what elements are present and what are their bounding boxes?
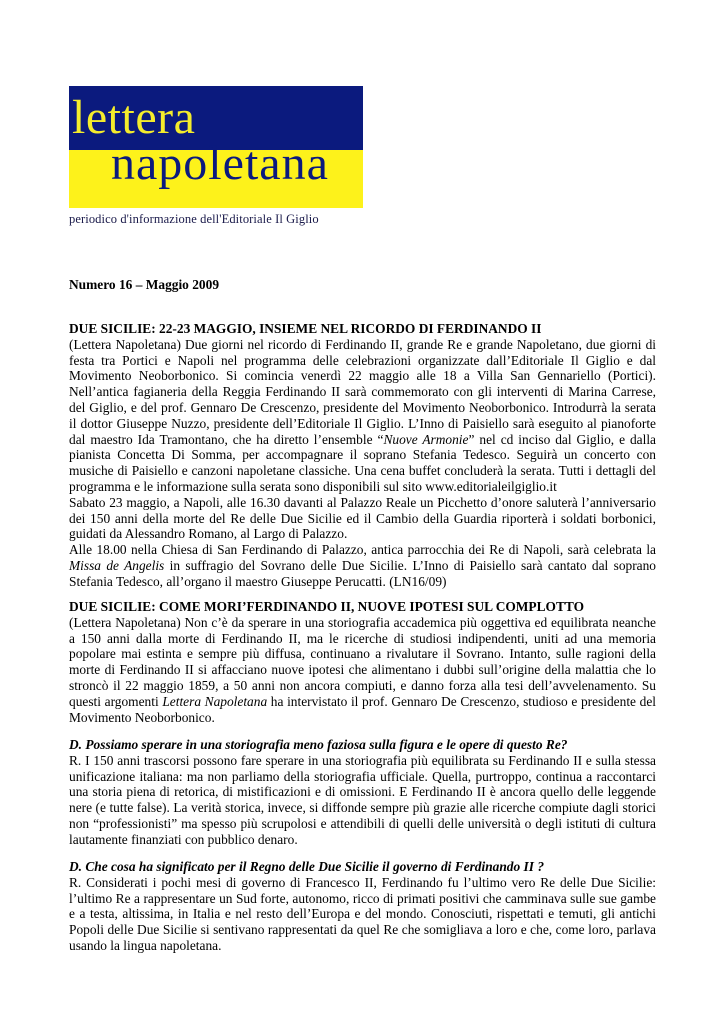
text-segment: Sabato 23 maggio, a Napoli, alle 16.30 davanti al Palazzo Reale un Picchetto d’onore saluterà l’anniversario bbox=[69, 494, 656, 510]
text-segment: programma e le informazione sulla serata sono disponibili sul sito www.editorialeilgiglio.it bbox=[69, 478, 557, 494]
text-segment: nere (e tutte false). La verità storica, invece, si diffonde sempre più grazie alle ricerche compiute dagli storici bbox=[69, 800, 656, 816]
text-line bbox=[69, 400, 656, 416]
logo-yellow-band bbox=[69, 137, 363, 208]
text-segment: festa tra Portici e Napoli nel programma delle celebrazioni organizzate dall’Editoriale Il Giglio e dal bbox=[69, 352, 656, 368]
text-line bbox=[69, 891, 656, 907]
article-section bbox=[69, 859, 656, 954]
text-line bbox=[69, 710, 656, 726]
text-line bbox=[69, 832, 656, 848]
text-line bbox=[69, 353, 656, 369]
text-line bbox=[69, 416, 656, 432]
text-segment: e a testa, altissima, in Italia e nel resto dell’Europa e del mondo. Conosciuti, rispettati e temuti, gli antichi bbox=[69, 906, 656, 922]
text-line bbox=[69, 495, 656, 511]
text-line bbox=[69, 784, 656, 800]
text-segment: Nell’antica fagianeria della Reggia Ferdinando II sarà commemorato con gli interventi di Marina Carrese, bbox=[69, 384, 656, 400]
text-line bbox=[69, 526, 656, 542]
text-segment: musiche di Paisiello e canzoni napoletane classiche. Una cena buffet concluderà la serata. Tutti i dettagli del bbox=[69, 463, 656, 479]
text-line bbox=[69, 816, 656, 832]
text-segment: ” nel cd inciso dal Giglio, e dalla bbox=[468, 431, 656, 447]
text-line bbox=[69, 769, 656, 785]
text-segment: popolare mai estinta e sempre più diffusa, continuano a rivalutare il Sovrano. Intanto, sulle ragioni della bbox=[69, 646, 656, 662]
text-line bbox=[69, 542, 656, 558]
text-segment: l’ultimo Re a rappresentare un Sud forte, autonomo, ricco di primati positivi che camminava sulle sue gambe bbox=[69, 890, 656, 906]
text-segment: R. I 150 anni trascorsi possono fare sperare in una storiografia più equilibrata su Ferdinando II e sulla stessa bbox=[69, 752, 656, 768]
text-line bbox=[69, 678, 656, 694]
text-line bbox=[69, 384, 656, 400]
text-line bbox=[69, 511, 656, 527]
logo-word-napoletana: napoletana bbox=[111, 137, 329, 190]
text-segment: Stefania Tedesco, all’organo il maestro Giuseppe Perucatti. (LN16/09) bbox=[69, 573, 447, 589]
article-section bbox=[69, 599, 656, 725]
text-segment: il dottor Giuseppe Nuzzo, presidente dell’Editoriale Il Giglio. L’Inno di Paisiello sarà eseguito al pianoforte bbox=[69, 415, 656, 431]
text-segment: unificazione italiana: ma non parliamo della storiografia ufficiale. Quella, purtroppo, continua a raccontarci bbox=[69, 768, 656, 784]
text-line bbox=[69, 479, 656, 495]
text-line bbox=[69, 615, 656, 631]
text-line bbox=[69, 368, 656, 384]
text-segment: del Giglio, e del prof. Gennaro De Crescenzo, presidente del Movimento Neoborbonico. Introdurrà la serata bbox=[69, 399, 656, 415]
text-line bbox=[69, 938, 656, 954]
article-heading: DUE SICILIE: COME MORI’FERDINANDO II, NUOVE IPOTESI SUL COMPLOTTO bbox=[69, 599, 584, 614]
text-segment: Movimento Neoborbonico. Si comincia venerdì 22 maggio alle 18 a Villa San Gennariello (Portici). bbox=[69, 368, 656, 384]
text-segment: non “professionisti” ma spesso più scrupolosi e attendibili di quelli delle università o degli istituti di cultura bbox=[69, 815, 656, 831]
text-segment: in suffragio del Sovrano delle Due Sicilie. L’Inno di Paisiello sarà cantato dal soprano bbox=[164, 557, 657, 573]
text-segment: Popoli delle Due Sicilie si sentivano rappresentati da quel Re che somigliava a loro e che, come loro, parlava bbox=[69, 922, 656, 938]
article-section bbox=[69, 321, 656, 590]
text-line bbox=[69, 800, 656, 816]
text-line bbox=[69, 631, 656, 647]
text-segment: (Lettera Napoletana) Non c’è da sperare in una storiografia accademica più oggettiva ed equilibrata neanche bbox=[69, 614, 656, 630]
text-segment: dal maestro Ida Tramontano, che ha diretto l’ensemble “ bbox=[69, 431, 384, 447]
text-segment: lautamente finanziati con pubblico denaro. bbox=[69, 831, 298, 847]
text-line bbox=[69, 558, 656, 574]
interview-question: D. Che cosa ha significato per il Regno delle Due Sicilie il governo di Ferdinando II ? bbox=[69, 859, 545, 874]
text-line bbox=[69, 574, 656, 590]
text-line bbox=[69, 337, 656, 353]
text-segment: ha intervistato il prof. Gennaro De Crescenzo, studioso e presidente del bbox=[267, 693, 656, 709]
text-segment: questi argomenti bbox=[69, 693, 163, 709]
text-segment: (Lettera Napoletana) Due giorni nel ricordo di Ferdinando II, grande Re e grande Napoletano, due giorni di bbox=[69, 336, 656, 352]
text-line bbox=[69, 875, 656, 891]
text-line bbox=[69, 694, 656, 710]
italic-text: Lettera Napoletana bbox=[162, 693, 268, 709]
logo-word-lettera: lettera bbox=[72, 91, 196, 144]
text-segment: dei 150 anni della morte del Re delle Due Sicilie ed il Cambio della Guardia riporterà i soldati borbonici, bbox=[69, 510, 656, 526]
text-segment: pianista Concetta Di Somma, per accompagnare il soprano Stefania Tedesco. Seguirà un concerto con bbox=[69, 447, 656, 463]
text-segment: Movimento Neoborbonico. bbox=[69, 709, 215, 725]
text-line bbox=[69, 646, 656, 662]
issue-number: Numero 16 – Maggio 2009 bbox=[69, 277, 220, 292]
masthead-logo bbox=[69, 86, 363, 227]
logo-subtitle: periodico d'informazione dell'Editoriale Il Giglio bbox=[69, 212, 319, 226]
text-line bbox=[69, 922, 656, 938]
text-segment: R. Considerati i pochi mesi di governo di Francesco II, Ferdinando fu l’ultimo vero Re delle Due Sicilie: bbox=[69, 874, 656, 890]
article-heading: DUE SICILIE: 22-23 MAGGIO, INSIEME NEL RICORDO DI FERDINANDO II bbox=[69, 321, 542, 336]
italic-text: Nuove Armonie bbox=[383, 431, 469, 447]
text-segment: una storia piena di retorica, di mistificazioni e di omissioni. E Ferdinando II è ancora quello delle leggende bbox=[69, 784, 656, 800]
text-line bbox=[69, 432, 656, 448]
article-section bbox=[69, 737, 656, 848]
text-segment: a 150 anni dalla morte di Ferdinando II, ma le ricerche di studiosi indipendenti, uniti ad una memoria bbox=[69, 630, 656, 646]
text-segment: usando la lingua napoletana. bbox=[69, 937, 222, 953]
text-segment: stroncò il 22 maggio 1859, a 50 anni non ancora compiuti, e danno forza alla tesi dell’avvelenamento. Su bbox=[69, 677, 656, 693]
text-line bbox=[69, 662, 656, 678]
italic-text: Missa de Angelis bbox=[69, 557, 165, 573]
text-line bbox=[69, 753, 656, 769]
text-segment: guidati da Alessandro Romano, al Largo di Palazzo. bbox=[69, 526, 348, 542]
text-line bbox=[69, 447, 656, 463]
text-line bbox=[69, 463, 656, 479]
interview-question: D. Possiamo sperare in una storiografia meno faziosa sulla figura e le opere di questo Re? bbox=[69, 737, 568, 752]
text-segment: morte di Ferdinando II si affacciano nuove ipotesi che alimentano i dubbi sull’origine della malattia che lo bbox=[69, 662, 656, 678]
text-segment: Alle 18.00 nella Chiesa di San Ferdinando di Palazzo, antica parrocchia dei Re di Napoli, sarà celebrata la bbox=[69, 542, 656, 558]
text-line bbox=[69, 906, 656, 922]
